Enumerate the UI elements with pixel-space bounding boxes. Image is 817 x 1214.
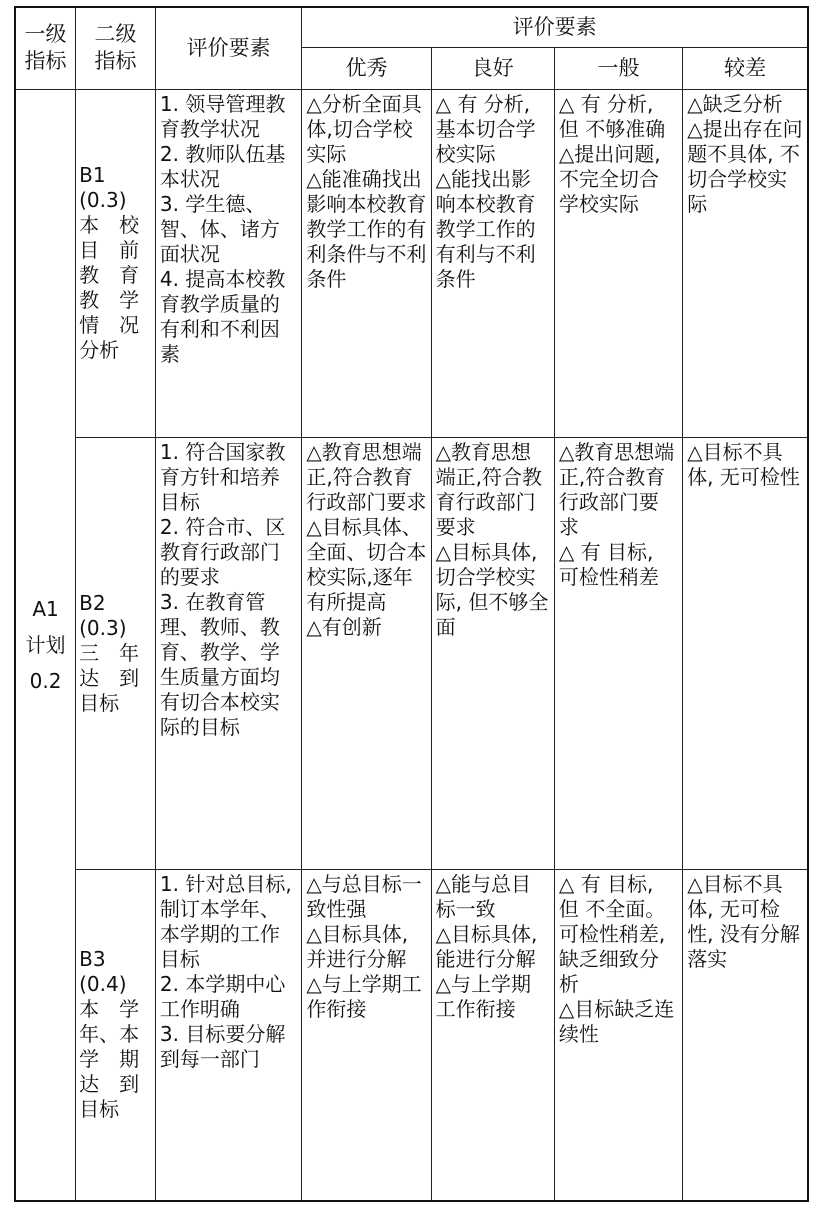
b3-elements: 1. 针对总目标,制订本学年、本学期的工作目标 2. 本学期中心工作明确 3. 目标要分解到每一部门: [155, 869, 301, 1201]
b3-name-line: 达 到: [79, 1072, 140, 1097]
header-level1: [15, 7, 76, 89]
b3-name-line: 年、本: [79, 1022, 140, 1047]
a1-weight: 0.2: [29, 668, 62, 693]
b1-name-line: 情 况: [79, 313, 140, 337]
b3-cell: [76, 869, 156, 1201]
b1-name-line: 目 前: [79, 238, 140, 262]
b2-name-line: 目标: [79, 690, 120, 715]
b2-code: B2: [79, 590, 106, 615]
b3-good: △能与总目标一致 △目标具体, 能进行分解 △与上学期工作衔接: [431, 869, 554, 1201]
b2-cell: [76, 437, 156, 869]
b2-weight: (0.3): [79, 615, 127, 640]
header-level2: [76, 7, 156, 89]
b1-name-line: 本 校: [79, 213, 140, 237]
b3-poor: △目标不具体, 无可检性, 没有分解落实: [683, 869, 808, 1201]
b1-code: B1: [79, 163, 106, 187]
header-level2-line2: 指标: [94, 49, 137, 74]
b1-average: △ 有 分析, 但 不够准确 △提出问题, 不完全切合学校实际: [554, 89, 682, 437]
a1-cell: [15, 89, 76, 1201]
b1-good: △ 有 分析, 基本切合学校实际 △能找出影响本校教育教学工作的有利与不利条件: [431, 89, 554, 437]
a1-name: 计划: [25, 632, 66, 657]
b2-name-line: 达 到: [79, 665, 140, 690]
header-grade-good: 良好: [431, 47, 554, 89]
header-grade-excellent: 优秀: [302, 47, 431, 89]
b2-excellent: △教育思想端正,符合教育行政部门要求 △目标具体、全面、切合本校实际,逐年有所提高 △有创新: [302, 437, 431, 869]
b3-code: B3: [79, 947, 106, 972]
b3-name-line: 目标: [79, 1097, 120, 1122]
table-row: [15, 869, 808, 1201]
b2-name-line: 三 年: [79, 640, 140, 665]
header-level1-line2: 指标: [24, 49, 67, 74]
header-grade-group: 评价要素: [302, 7, 808, 47]
header-elements: 评价要素: [155, 7, 301, 89]
b3-excellent: △与总目标一致性强 △目标具体, 并进行分解 △与上学期工作衔接: [302, 869, 431, 1201]
evaluation-table: [14, 6, 809, 1202]
b2-poor: △目标不具体, 无可检性: [683, 437, 808, 869]
b1-name-line: 教 学: [79, 288, 140, 312]
b1-weight: (0.3): [79, 188, 127, 212]
b1-name-line: 教 育: [79, 263, 140, 287]
b1-elements: 1. 领导管理教育教学状况 2. 教师队伍基本状况 3. 学生德、智、体、诸方面状况 4. 提高本校教育教学质量的有利和不利因素: [155, 89, 301, 437]
a1-code: A1: [32, 596, 59, 621]
b1-cell: [76, 89, 156, 437]
table-row: [15, 437, 808, 869]
header-level1-line1: 一级: [24, 22, 67, 47]
b2-elements: 1. 符合国家教育方针和培养目标 2. 符合市、区教育行政部门的要求 3. 在教育管理、教师、教育、教学、学生质量方面均有切合本校实际的目标: [155, 437, 301, 869]
b3-weight: (0.4): [79, 972, 127, 997]
b2-good: △教育思想端正,符合教育行政部门要求 △目标具体, 切合学校实际, 但不够全面: [431, 437, 554, 869]
b3-name-line: 本 学: [79, 997, 140, 1022]
b3-name-line: 学 期: [79, 1047, 140, 1072]
table-row: [15, 89, 808, 437]
b1-name-line: 分析: [79, 338, 120, 362]
b3-average: △ 有 目标, 但 不全面。可检性稍差, 缺乏细致分析 △目标缺乏连续性: [554, 869, 682, 1201]
header-level2-line1: 二级: [94, 22, 137, 47]
b2-average: △教育思想端正,符合教育行政部门要求 △ 有 目标, 可检性稍差: [554, 437, 682, 869]
header-grade-poor: 较差: [683, 47, 808, 89]
b1-poor: △缺乏分析 △提出存在问题不具体, 不切合学校实际: [683, 89, 808, 437]
b1-excellent: △分析全面具体,切合学校实际 △能准确找出影响本校教育教学工作的有利条件与不利条件: [302, 89, 431, 437]
header-grade-average: 一般: [554, 47, 682, 89]
